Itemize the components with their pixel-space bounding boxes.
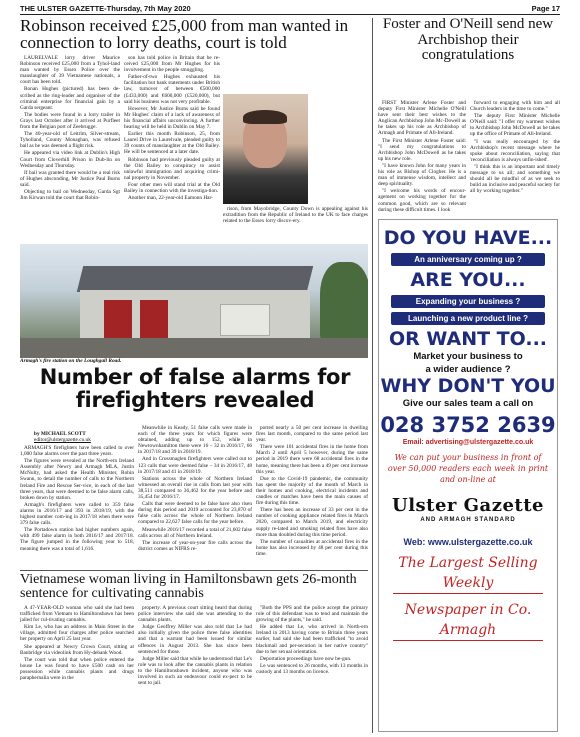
article-paragraph: "I think this is an important and timely message to us all; and something we should all be mindful of as we seek to build an inclusive and peaceful society for all by working together." bbox=[470, 163, 560, 195]
ad-tagline-underline-1 bbox=[393, 593, 543, 594]
article-paragraph: Armagh's firefighters were called to 359 false alarms in 2016/17 and 393 in 2018/19, with the highest number com-ing in 2017/18 when there were 379 false calls. bbox=[20, 501, 134, 527]
article-paragraph: Four other men will stand trial at the Old Bailey in connection with the investiga-tion. bbox=[124, 181, 220, 194]
article-paragraph: property. A previous court sitting heard that during police interview she said she was attending to the cannabis plants. bbox=[138, 605, 252, 624]
article-paragraph: "I welcome his words of encour-agement on working together for the common good, which are so relevant during these difficult times. I look bbox=[378, 188, 466, 213]
robinson-column-1 bbox=[20, 55, 120, 245]
article-paragraph: The court was told that when police entered the house Le was found to have £500 cash on her possession while cannabis plants and drugs paraphernalia were in the bbox=[20, 656, 134, 682]
article-paragraph: "I have known John for many years in his role as Bishop of Clogher. He is a man of immense wisdom, intellect and deep spirituality. bbox=[378, 162, 466, 188]
byline-author: by MICHAEL SCOTT bbox=[34, 431, 86, 437]
ad-line-launching: Launching a new product line ? bbox=[391, 312, 545, 325]
article-paragraph: forward to engaging with him and all Church leaders in the time to come." bbox=[470, 100, 560, 113]
article-paragraph: Stations across the whole of Northern Ireland witnessed an overall rise in calls from last year with 38,511 compared to 36,462 for the year before and 35,454 for 2016/17. bbox=[138, 475, 252, 501]
article-paragraph: Meanwhile 2016/17 recorded a total of 21,602 false calls across all of Northern Ireland. bbox=[138, 526, 252, 539]
article-paragraph: ported nearly a 50 per cent increase in dwelling fires last month, compared to the same period last year. bbox=[256, 425, 368, 444]
ad-line-do-you-have: DO YOU HAVE... bbox=[383, 227, 553, 249]
article-paragraph: Robinson had previously pleaded guilty at the Old Bailey to conspiracy to assist unlawful immigration and acquiring crimi-nal property in November. bbox=[124, 156, 220, 181]
article-paragraph: The deputy First Minister Michelle O'Neill said: "I offer my warmest wishes to Archbishop John McDowell as he takes up the office of Primate of All-Ireland. bbox=[470, 113, 560, 138]
article-paragraph: The Portadown station had higher numbers again, with 499 false alarm in both 2016/17 and 2017/18. The figure jumped in the following year to 518, meaning there was a total of 1,616. bbox=[20, 527, 134, 552]
page-number: Page 17 bbox=[531, 4, 560, 13]
article-paragraph: There has been an increase of 33 per cent in the number of cooking appliance related fires in March 2020, compared to March 2019, and electricity supply re-lated and smoking related fires have also more than doubled during this time period. bbox=[256, 507, 368, 538]
article-paragraph: "Both the PPS and the police accept the primary role of this defendant was to tend and maintain the growing of the plants," he said. bbox=[256, 605, 368, 624]
ad-line-expanding: Expanding your business ? bbox=[391, 295, 545, 308]
article-paragraph: Kim Le, who has an address in Main Street in the village, admitted four charges after police searched her property on April 25 last year. bbox=[20, 624, 134, 643]
advertising-panel bbox=[378, 219, 558, 732]
alarms-headline: Number of false alarms for firefighters revealed bbox=[39, 365, 351, 412]
masthead-title: THE ULSTER GAZETTE-Thursday, 7th May 2020 bbox=[20, 4, 191, 13]
ad-email[interactable]: Email: advertising@ulstergazette.co.uk bbox=[402, 439, 534, 446]
robinson-column-3 bbox=[223, 206, 368, 242]
vietnamese-column-1 bbox=[20, 605, 134, 733]
article-paragraph: The 40-year-old of Leitrim, Silver-stream, Tyholland, County Monaghan, was refused bail as he was deemed a flight risk. bbox=[20, 131, 120, 150]
robinson-column-2 bbox=[124, 55, 220, 245]
article-paragraph: ARMAGH'S firefighters have been called to over 1,000 false alarms over the past three years. bbox=[20, 445, 134, 458]
station-forecourt bbox=[20, 338, 368, 358]
article-paragraph: FIRST Minister Arlene Foster and deputy First Minister Michelle O'Neill have sent their best wishes to the Anglican Archbishop John Mc-Dowell as he takes up his role as Archbishop of Armagh and Primate of All-Ireland. bbox=[378, 100, 466, 137]
station-roof bbox=[77, 266, 313, 292]
vietnamese-headline: Vietnamese woman living in Hamiltonsbawn gets 26-month sentence for cultivating cannabis bbox=[20, 572, 357, 601]
article-paragraph: Judge Geoffrey Miller was also told that Le had also initially given the police three false identities and that a warrant had been issued for similar offences in August 2013. She has since been sentenced for those. bbox=[138, 624, 252, 655]
ad-website[interactable]: Web: www.ulstergazette.co.uk bbox=[403, 537, 533, 547]
article-paragraph: Le was sentenced to 26 months, with 13 months in custody and 13 months on licence. bbox=[256, 662, 368, 675]
article-paragraph: Due to the Covid-19 pandemic, the community has spent the majority of the month of March in their homes and cooking, electrical incidents and candles or matches have been the main causes of fire during this time. bbox=[256, 475, 368, 507]
station-door-red-1 bbox=[104, 300, 132, 338]
alarms-byline bbox=[34, 431, 134, 443]
ad-line-why-dont-you: WHY DON'T YOU bbox=[380, 375, 556, 397]
article-paragraph: Objecting to bail on Wednesday, Garda Sgt Jim Kirwan told the court that Robin- bbox=[20, 188, 120, 202]
ad-line-market: Market your business to bbox=[413, 351, 523, 362]
ronan-hughes-photo bbox=[223, 94, 308, 204]
ad-pitch: We can put your business in front of over 50,000 readers each week in print and on-line at bbox=[387, 453, 549, 484]
article-paragraph: Calls that were deemed to be false have also risen during this period and 2019 accounted for 23,870 of false calls across the whole of Northern Ireland compared to 22,627 false calls for the year before. bbox=[138, 501, 252, 526]
fire-station-photo bbox=[20, 244, 368, 358]
article-paragraph: He added that Le, who arrived in North-ern Ireland in 2013 having come to Britain three years earlier, had said she had been trafficked "to avoid blackmail and per-secution in her native country" due to her sexual orientation. bbox=[256, 624, 368, 655]
article-paragraph: Another man, 22-year-old Eamonn Har- bbox=[128, 195, 213, 202]
ulster-gazette-logo: Ulster Gazette bbox=[392, 495, 544, 516]
article-paragraph: son has told police in Britain that he re-ceived £25,000 from Mr Hughes for his involvement in the people smuggling. bbox=[124, 55, 220, 74]
ad-line-anniversary: An anniversary coming up ? bbox=[391, 253, 545, 266]
article-paragraph: There were 101 accidental fires in the home from March 2 until April 5 however, during the same period in 2019 there were 68 accidental fires in the home, meaning there has been a 49 per cent increase this year. bbox=[256, 444, 368, 475]
station-tree bbox=[320, 262, 368, 342]
vietnamese-column-3 bbox=[256, 605, 368, 733]
ad-tagline-1: The Largest Selling Weekly bbox=[398, 555, 538, 591]
article-paragraph: The First Minister Arlene Foster said: "I send my congratulations to Archbishop John McDowell as he takes up his new role. bbox=[378, 137, 466, 162]
article-paragraph: And in Crossmaglen firefighters were called out to 123 calls that were deemed false – 34 in 2016/17, 48 in 2017/18 and 41 in 2018/19. bbox=[138, 456, 252, 475]
alarms-column-2 bbox=[138, 425, 252, 567]
ad-tagline-2: Newspaper in Co. Armagh bbox=[404, 602, 532, 638]
article-paragraph: The figures were revealed at the North-ern Ireland Assembly after Newry and Armagh MLA, Justin McNulty, had asked the Health Minister, Robin Swann, to detail the number of calls to the Northern Ireland Fire and Rescue Ser-vice, in each of the last three years, that were deemed to be false alarm calls, broken down by station. bbox=[20, 458, 134, 501]
foster-column-2 bbox=[470, 100, 560, 216]
robinson-headline: Robinson received £25,000 from man wanted in connection to lorry deaths, court is told bbox=[20, 16, 349, 52]
alarms-column-3 bbox=[256, 425, 368, 567]
article-paragraph: A 47-YEAR-OLD woman who said she had been trafficked from Vietnam to Hamiltonsbawn has been jailed for cul-tivating cannabis. bbox=[20, 605, 134, 624]
byline-email[interactable]: editor@ulstergazette.co.uk bbox=[34, 437, 91, 444]
ad-line-wider: a wider audience ? bbox=[425, 364, 511, 375]
article-paragraph: Judge Miller said that while he understood that Le's role was to look after the cannabis plants in relation to the Hamiltonsbawn incident, anyone who was involved in such an endeavour could ex-pect to be sent to jail. bbox=[138, 655, 252, 687]
station-door-white bbox=[220, 304, 270, 336]
article-paragraph: Earlier this month Robinson, 25, from Laurel Drive in Laurelvale, pleaded guilty to 39 counts of manslaughter at the Old Bailey. He will be sentenced at a later date. bbox=[124, 131, 220, 156]
portrait-hair bbox=[243, 110, 287, 124]
article-paragraph: LAURELVALE lorry driver Maurice Robinson received £25,000 from a Tyhol-land man wanted by Essex Police over the manslaughter of 39 Vietnamese nationals, a court has been told. bbox=[20, 55, 120, 86]
article-paragraph: rison, from Mayobridge, County Down is appealing against his extradition from the Republic of Ireland to the UK to face charges related to the Essex lorry discov-ery. bbox=[223, 206, 368, 225]
vietnamese-column-2 bbox=[138, 605, 252, 733]
station-door-red-2 bbox=[140, 300, 168, 338]
foster-column-1 bbox=[378, 100, 466, 216]
foster-headline: Foster and O'Neill send new Archbishop their congratulations bbox=[382, 16, 554, 63]
section-divider bbox=[20, 570, 368, 571]
ad-phone-number[interactable]: 028 3752 2639 bbox=[380, 413, 556, 437]
ad-line-or-want-to: OR WANT TO... bbox=[388, 328, 548, 350]
article-paragraph: Father-of-two Hughes exhausted his facilitation but bank statements under British law, turnover of between €500,000 (£433,000) and €600,000 (£520,000), but said his business was not very profitable. bbox=[124, 74, 220, 105]
article-paragraph: If bail was granted there would be a real risk of Hughes absconding, Mr Justice Paul Burns said. bbox=[20, 169, 120, 188]
article-paragraph: He appeared via video link at Dublin's High Court from Cloverhill Prison in Dub-lin on Wednesday and Thursday. bbox=[20, 150, 120, 169]
article-paragraph: Ronan Hughes (pictured) has been de-scribed as the ring-leader and organiser of the criminal enterprise for financial gain by a Garda sergeant. bbox=[20, 86, 120, 111]
fire-station-caption: Armagh's fire station on the Loughgall Road. bbox=[20, 358, 122, 364]
article-paragraph: The number of casualties at accidental fires in the home has also increased by 48 per cent during this time. bbox=[256, 538, 368, 557]
logo-subtitle: AND ARMAGH STANDARD bbox=[420, 517, 516, 523]
article-paragraph: The increase of year-on-year fire calls across the district comes as NIFRS re- bbox=[138, 539, 252, 552]
article-paragraph: Deportation proceedings have now be-gun. bbox=[260, 655, 352, 662]
ad-line-are-you: ARE YOU... bbox=[410, 269, 526, 291]
alarms-column-1 bbox=[20, 445, 134, 567]
masthead bbox=[20, 2, 560, 15]
article-paragraph: Meanwhile in Keady, 51 false calls were made in each of the three years for which figures were obtained, adding up to 152, while in Newtownhamilton there were 16 – 32 in 2016/17, 66 in 2017/18 and 39 in 2018/19. bbox=[138, 425, 252, 456]
article-paragraph: She appeared at Newry Crown Court, sitting at Banbridge via videolink from Hy-debank Wood. bbox=[20, 643, 134, 656]
article-paragraph: The bodies were found in a lorry trailer in Grays last October after it arrived at Purfleet from the Belgian port of Zeebrugge. bbox=[20, 111, 120, 131]
column-divider bbox=[372, 18, 373, 733]
ad-line-sales-team: Give our sales team a call on bbox=[402, 398, 534, 409]
article-paragraph: However, Mr Justice Burns said he found Mr Hughes' claim of a lack of awareness of his financial affairs unconvincing. A further hearing will be held in Dublin on May 7. bbox=[124, 105, 220, 131]
ad-tagline-underline-2 bbox=[393, 640, 543, 641]
article-paragraph: "I was really encouraged by the Archbishop's recent message where he spoke about reconciliation, saying that 'reconciliation is always unfin-ished'. bbox=[470, 138, 560, 163]
